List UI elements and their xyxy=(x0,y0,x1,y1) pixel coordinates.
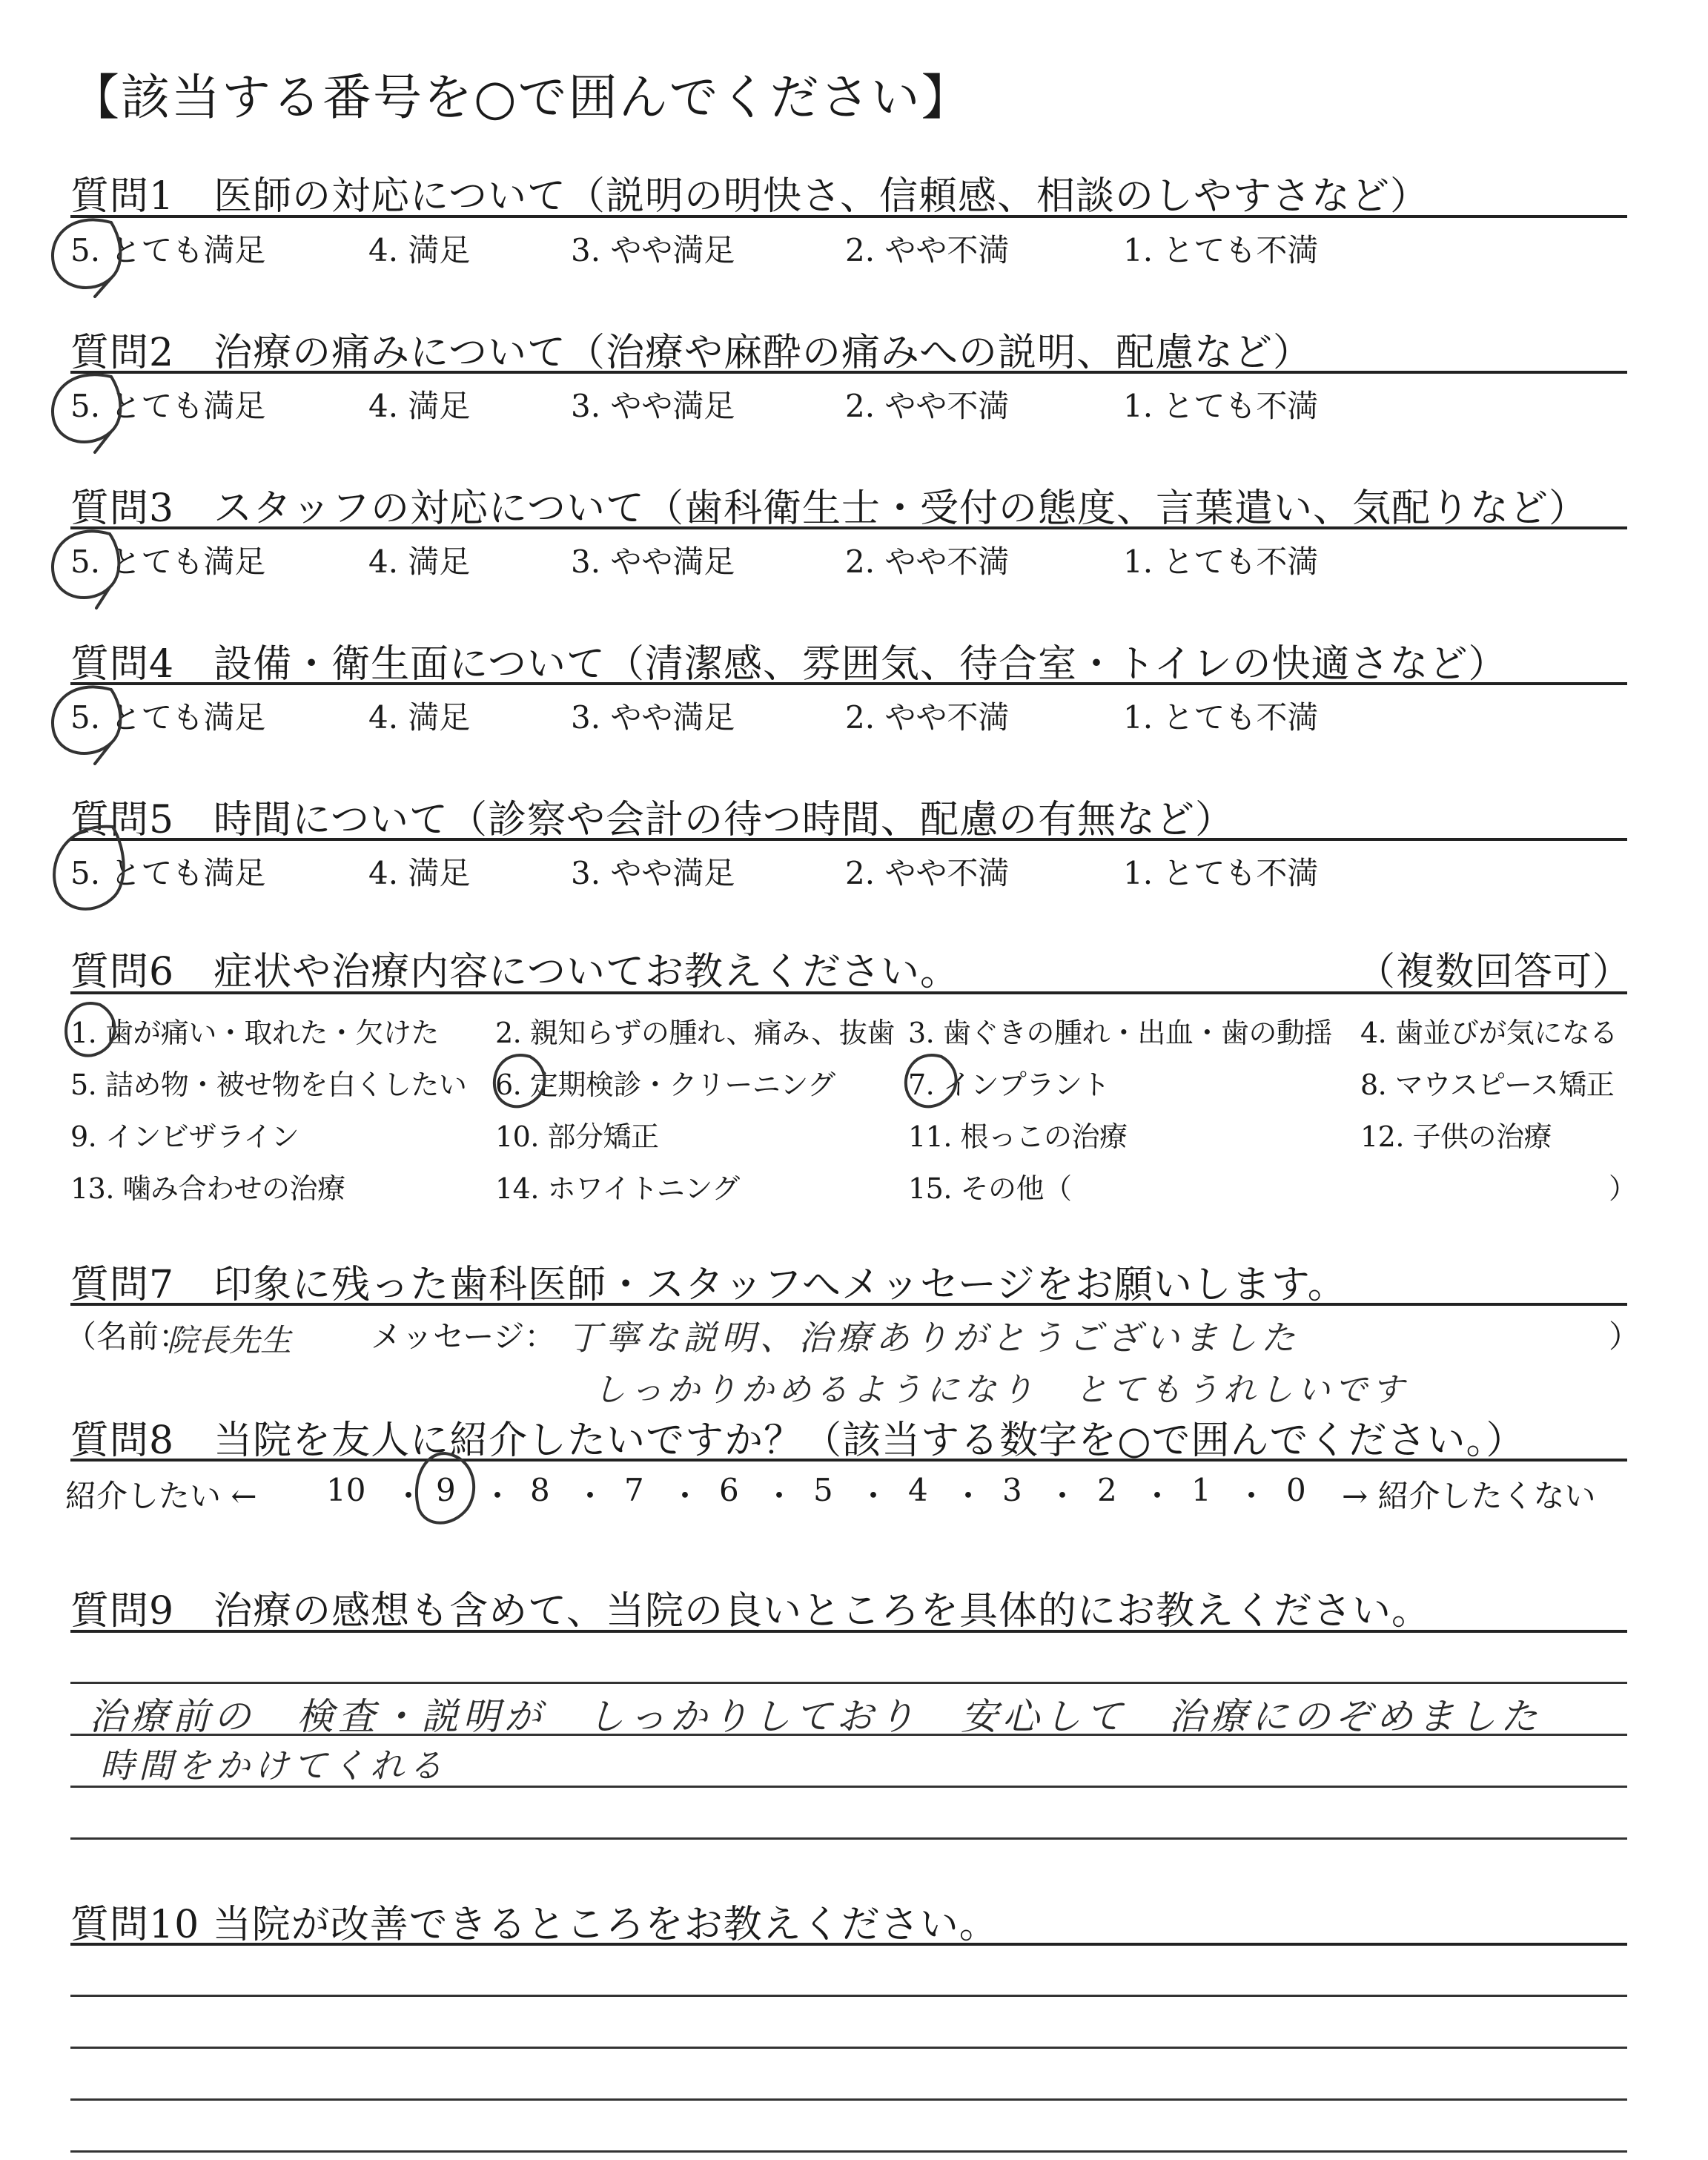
q8-scale-6[interactable]: 6 xyxy=(719,1472,739,1508)
q8-scale-9[interactable]: 9 xyxy=(436,1472,456,1508)
q6-option-4[interactable]: 4. 歯並びが気になる xyxy=(1360,1017,1618,1049)
q8-sep: ・ xyxy=(953,1478,984,1514)
q7-name-label: （名前： xyxy=(65,1318,191,1355)
q8-sep: ・ xyxy=(1047,1478,1079,1514)
q8-scale-5[interactable]: 5 xyxy=(813,1472,833,1508)
q8-scale-8[interactable]: 8 xyxy=(530,1472,550,1508)
divider xyxy=(70,1630,1627,1633)
q6-option-6[interactable]: 6. 定期検診・クリーニング xyxy=(495,1069,835,1101)
q9-answer-line-1[interactable]: 治療前の 検査・説明が しっかりしており 安心して 治療にのぞめました xyxy=(89,1695,1542,1738)
answer-line xyxy=(70,2047,1627,2049)
q7-name-value[interactable]: 院長先生 xyxy=(167,1322,292,1358)
q1-option-3[interactable]: 3. やや満足 xyxy=(571,232,735,268)
q8-scale-3[interactable]: 3 xyxy=(1002,1472,1022,1508)
q8-scale-7[interactable]: 7 xyxy=(624,1472,644,1508)
q6-option-3[interactable]: 3. 歯ぐきの腫れ・出血・歯の動揺 xyxy=(908,1017,1332,1049)
question-10-title: 質問10 当院が改善できるところをお教えください。 xyxy=(70,1903,999,1947)
q8-sep: ・ xyxy=(575,1478,606,1514)
q4-option-2[interactable]: 2. やや不満 xyxy=(845,699,1010,736)
q4-option-4[interactable]: 4. 満足 xyxy=(368,699,471,736)
q2-option-5[interactable]: 5. とても満足 xyxy=(70,388,266,424)
q8-scale-2[interactable]: 2 xyxy=(1097,1472,1117,1508)
q8-sep: ・ xyxy=(482,1478,514,1514)
q2-option-3[interactable]: 3. やや満足 xyxy=(571,388,735,424)
q6-option-10[interactable]: 10. 部分矯正 xyxy=(495,1120,659,1153)
q3-option-2[interactable]: 2. やや不満 xyxy=(845,544,1010,580)
divider xyxy=(70,838,1627,841)
divider xyxy=(70,371,1627,374)
q5-option-4[interactable]: 4. 満足 xyxy=(368,855,471,891)
page-title: 【該当する番号を○で囲んでください】 xyxy=(70,69,972,126)
q8-left-label: 紹介したい ← xyxy=(65,1478,257,1514)
question-7-title: 質問7 印象に残った歯科医師・スタッフへメッセージをお願いします。 xyxy=(70,1263,1347,1307)
q3-option-1[interactable]: 1. とても不満 xyxy=(1123,544,1319,580)
q6-option-7[interactable]: 7. インプラント xyxy=(908,1069,1110,1101)
q2-option-4[interactable]: 4. 満足 xyxy=(368,388,471,424)
question-3-title: 質問3 スタッフの対応について（歯科衛生士・受付の態度、言葉遣い、気配りなど） xyxy=(70,486,1589,531)
q6-option-5[interactable]: 5. 詰め物・被せ物を白くしたい xyxy=(70,1069,467,1101)
q2-option-1[interactable]: 1. とても不満 xyxy=(1123,388,1319,424)
q7-message-line-2[interactable]: しっかりかめるようになり とてもうれしいです xyxy=(593,1371,1409,1409)
q3-option-5[interactable]: 5. とても満足 xyxy=(70,544,266,580)
question-6-note: （複数回答可） xyxy=(1357,950,1632,994)
q1-option-2[interactable]: 2. やや不満 xyxy=(845,232,1010,268)
q6-option-14[interactable]: 14. ホワイトニング xyxy=(495,1172,740,1205)
q6-option-8[interactable]: 8. マウスピース矯正 xyxy=(1360,1069,1615,1101)
q4-option-5[interactable]: 5. とても満足 xyxy=(70,699,266,736)
q5-option-2[interactable]: 2. やや不満 xyxy=(845,855,1010,891)
q6-option-12[interactable]: 12. 子供の治療 xyxy=(1360,1120,1552,1153)
answer-line xyxy=(70,1837,1627,1840)
question-8-title: 質問8 当院を友人に紹介したいですか？（該当する数字を○で囲んでください。） xyxy=(70,1418,1526,1463)
q4-option-1[interactable]: 1. とても不満 xyxy=(1123,699,1319,736)
q6-option-1[interactable]: 1. 歯が痛い・取れた・欠けた xyxy=(70,1017,439,1049)
q3-option-4[interactable]: 4. 満足 xyxy=(368,544,471,580)
answer-line xyxy=(70,2098,1627,2101)
q7-close-paren: ） xyxy=(1609,1318,1641,1355)
q6-option-9[interactable]: 9. インビザライン xyxy=(70,1120,299,1153)
q6-option-11[interactable]: 11. 根っこの治療 xyxy=(908,1120,1128,1153)
q1-option-5[interactable]: 5. とても満足 xyxy=(70,232,266,268)
q8-scale-4[interactable]: 4 xyxy=(908,1472,928,1508)
divider xyxy=(70,1459,1627,1462)
q3-option-3[interactable]: 3. やや満足 xyxy=(571,544,735,580)
q9-answer-line-2[interactable]: 時間をかけてくれる xyxy=(100,1745,447,1786)
q6-option-15-close: ） xyxy=(1609,1172,1637,1205)
divider xyxy=(70,526,1627,529)
answer-line xyxy=(70,1995,1627,1997)
q8-scale-0[interactable]: 0 xyxy=(1286,1472,1306,1508)
divider xyxy=(70,215,1627,218)
q8-sep: ・ xyxy=(1142,1478,1174,1514)
question-2-title: 質問2 治療の痛みについて（治療や麻酔の痛みへの説明、配慮など） xyxy=(70,331,1313,375)
divider xyxy=(70,991,1627,994)
q7-message-label: メッセージ： xyxy=(371,1318,556,1355)
q5-option-1[interactable]: 1. とても不満 xyxy=(1123,855,1319,891)
answer-line xyxy=(70,2150,1627,2153)
q7-message-line-1[interactable]: 丁寧な説明、治療ありがとうございました xyxy=(567,1318,1300,1358)
q8-sep: ・ xyxy=(764,1478,795,1514)
q8-sep: ・ xyxy=(1236,1478,1268,1514)
q2-option-2[interactable]: 2. やや不満 xyxy=(845,388,1010,424)
q8-scale-10[interactable]: 10 xyxy=(326,1472,366,1508)
q5-option-3[interactable]: 3. やや満足 xyxy=(571,855,735,891)
divider xyxy=(70,1303,1627,1306)
q1-option-1[interactable]: 1. とても不満 xyxy=(1123,232,1319,268)
divider xyxy=(70,682,1627,685)
q8-right-label: → 紹介したくない xyxy=(1342,1478,1596,1514)
question-4-title: 質問4 設備・衛生面について（清潔感、雰囲気、待合室・トイレの快適さなど） xyxy=(70,642,1508,687)
q6-option-15[interactable]: 15. その他（ xyxy=(908,1172,1072,1205)
q4-option-3[interactable]: 3. やや満足 xyxy=(571,699,735,736)
question-5-title: 質問5 時間について（診察や会計の待つ時間、配慮の有無など） xyxy=(70,798,1235,842)
divider xyxy=(70,1943,1627,1946)
question-9-title: 質問9 治療の感想も含めて、当院の良いところを具体的にお教えください。 xyxy=(70,1589,1431,1634)
q8-scale-1[interactable]: 1 xyxy=(1191,1472,1211,1508)
q1-option-4[interactable]: 4. 満足 xyxy=(368,232,471,268)
q8-sep: ・ xyxy=(669,1478,701,1514)
answer-line xyxy=(70,1682,1627,1684)
q5-option-5[interactable]: 5. とても満足 xyxy=(70,855,266,891)
q6-option-13[interactable]: 13. 噛み合わせの治療 xyxy=(70,1172,345,1205)
question-1-title: 質問1 医師の対応について（説明の明快さ、信頼感、相談のしやすさなど） xyxy=(70,174,1429,219)
question-6-title: 質問6 症状や治療内容についてお教えください。 xyxy=(70,950,960,994)
q6-option-2[interactable]: 2. 親知らずの腫れ、痛み、抜歯 xyxy=(495,1017,895,1049)
q8-sep: ・ xyxy=(858,1478,890,1514)
q8-sep: ・ xyxy=(393,1478,425,1514)
